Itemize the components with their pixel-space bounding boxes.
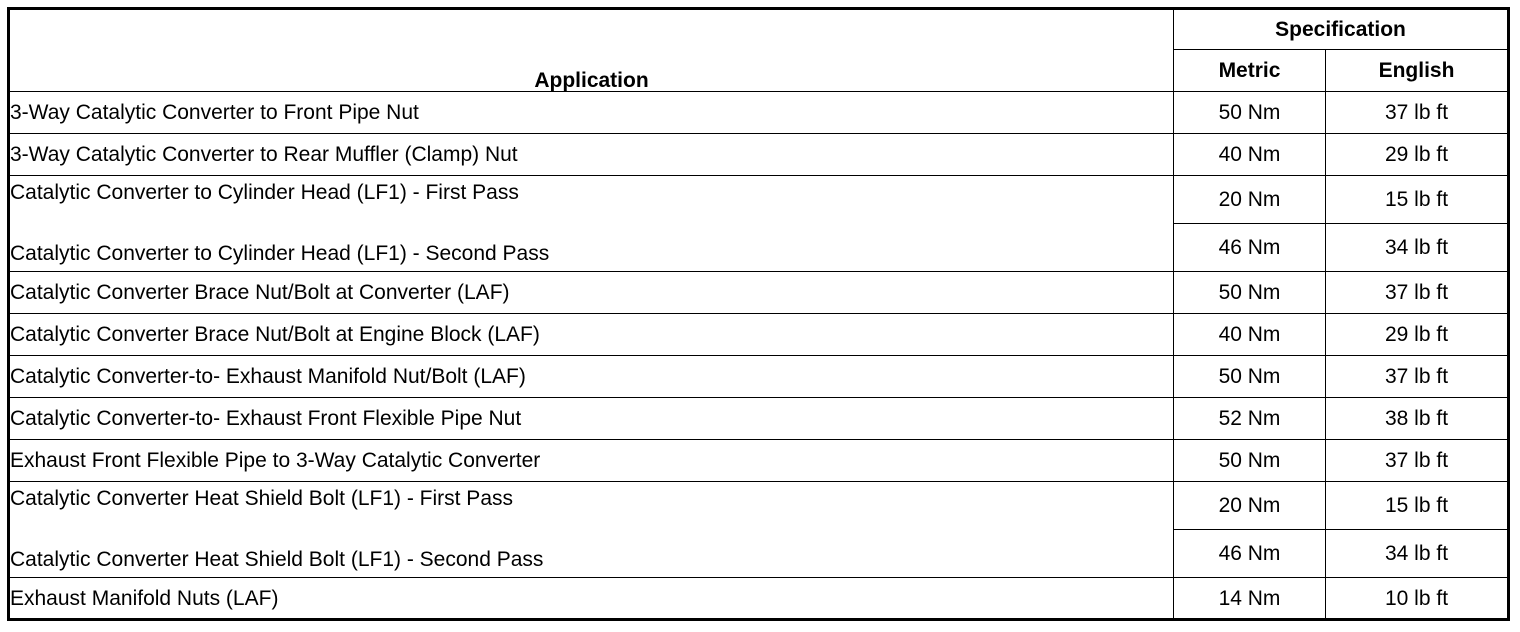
english-cell: 38 lb ft <box>1326 398 1509 440</box>
table-row <box>9 272 1509 314</box>
application-second-pass: Catalytic Converter to Cylinder Head (LF1) - Second Pass <box>10 242 550 265</box>
english-header: English <box>1326 50 1509 92</box>
metric-cell: 20 Nm <box>1174 176 1326 224</box>
metric-cell: 40 Nm <box>1174 314 1326 356</box>
table-row <box>9 92 1509 134</box>
table-row <box>9 356 1509 398</box>
table-row <box>9 482 1509 530</box>
english-cell: 37 lb ft <box>1326 356 1509 398</box>
metric-cell: 46 Nm <box>1174 530 1326 578</box>
metric-cell: 14 Nm <box>1174 578 1326 620</box>
english-cell: 29 lb ft <box>1326 134 1509 176</box>
metric-cell: 50 Nm <box>1174 356 1326 398</box>
application-cell: Catalytic Converter Brace Nut/Bolt at Converter (LAF) <box>9 272 1174 314</box>
english-cell: 37 lb ft <box>1326 440 1509 482</box>
metric-cell: 40 Nm <box>1174 134 1326 176</box>
metric-cell: 52 Nm <box>1174 398 1326 440</box>
application-header: Application <box>9 9 1174 92</box>
table-row <box>9 314 1509 356</box>
application-cell: Exhaust Front Flexible Pipe to 3-Way Catalytic Converter <box>9 440 1174 482</box>
metric-cell: 20 Nm <box>1174 482 1326 530</box>
application-cell: 3-Way Catalytic Converter to Front Pipe Nut <box>9 92 1174 134</box>
english-cell: 10 lb ft <box>1326 578 1509 620</box>
table-row <box>9 578 1509 620</box>
table-row <box>9 398 1509 440</box>
application-cell: Catalytic Converter-to- Exhaust Manifold Nut/Bolt (LAF) <box>9 356 1174 398</box>
table-row <box>9 134 1509 176</box>
torque-spec-table <box>7 7 1510 621</box>
application-second-pass: Catalytic Converter Heat Shield Bolt (LF1) - Second Pass <box>10 548 544 571</box>
application-cell-multipass <box>9 176 1174 272</box>
metric-cell: 46 Nm <box>1174 224 1326 272</box>
specification-header: Specification <box>1174 9 1509 50</box>
english-cell: 34 lb ft <box>1326 530 1509 578</box>
table-row <box>9 440 1509 482</box>
metric-cell: 50 Nm <box>1174 440 1326 482</box>
application-cell: 3-Way Catalytic Converter to Rear Muffler (Clamp) Nut <box>9 134 1174 176</box>
english-cell: 15 lb ft <box>1326 176 1509 224</box>
english-cell: 37 lb ft <box>1326 272 1509 314</box>
application-first-pass: Catalytic Converter Heat Shield Bolt (LF1) - First Pass <box>10 487 513 510</box>
application-cell: Exhaust Manifold Nuts (LAF) <box>9 578 1174 620</box>
english-cell: 29 lb ft <box>1326 314 1509 356</box>
application-first-pass: Catalytic Converter to Cylinder Head (LF1) - First Pass <box>10 181 519 204</box>
english-cell: 34 lb ft <box>1326 224 1509 272</box>
english-cell: 15 lb ft <box>1326 482 1509 530</box>
metric-cell: 50 Nm <box>1174 272 1326 314</box>
application-cell-multipass <box>9 482 1174 578</box>
application-cell: Catalytic Converter Brace Nut/Bolt at Engine Block (LAF) <box>9 314 1174 356</box>
table-row <box>9 176 1509 224</box>
metric-header: Metric <box>1174 50 1326 92</box>
application-cell: Catalytic Converter-to- Exhaust Front Flexible Pipe Nut <box>9 398 1174 440</box>
english-cell: 37 lb ft <box>1326 92 1509 134</box>
metric-cell: 50 Nm <box>1174 92 1326 134</box>
